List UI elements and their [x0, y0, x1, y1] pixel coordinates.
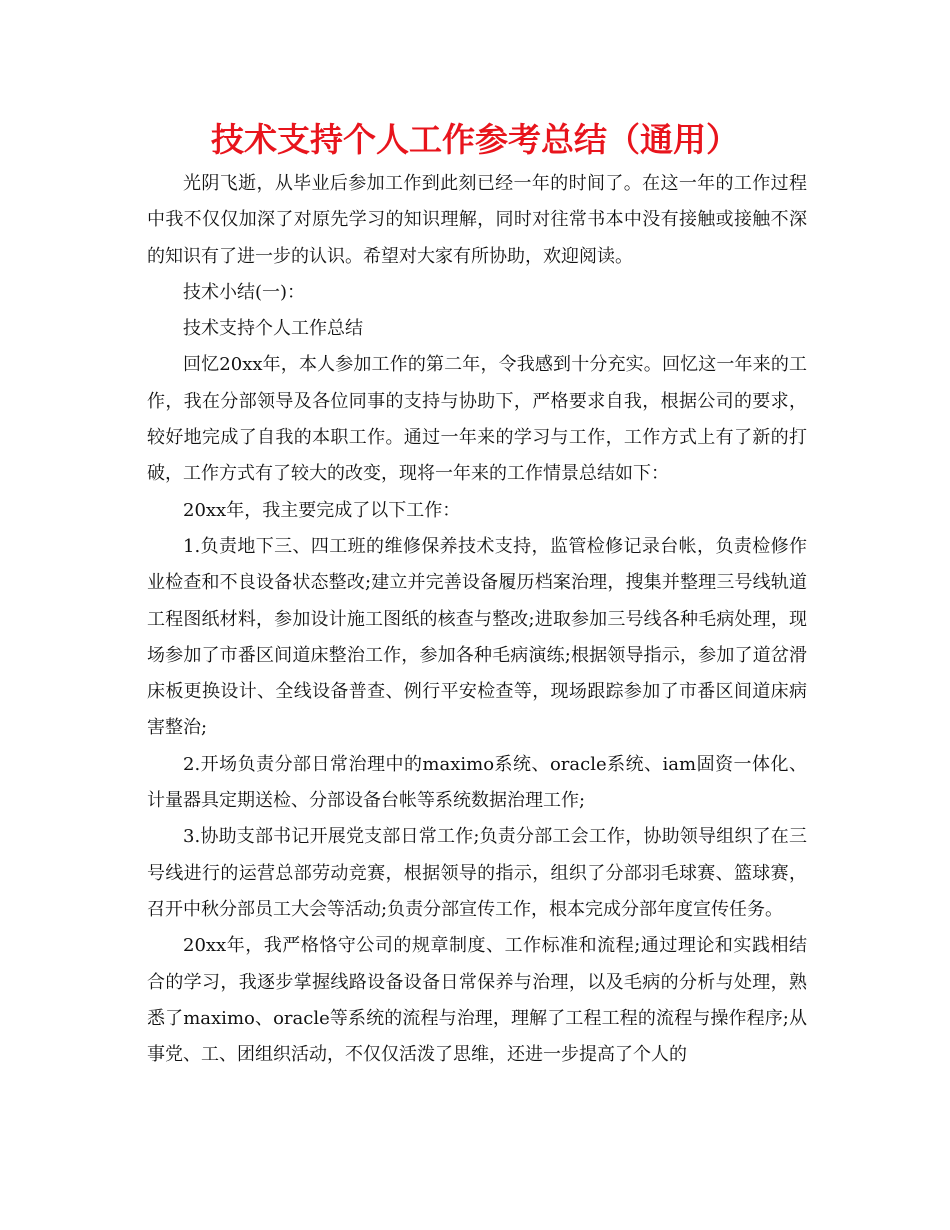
conduct-paragraph: 20xx年，我严格恪守公司的规章制度、工作标准和流程;通过理论和实践相结合的学习，我逐步掌握线路设备设备日常保养与治理，以及毛病的分析与处理，熟悉了maximo、oracle等系统的流程与治理，理解了工程工程的流程与操作程序;从事党、工、团组织活动，不仅仅活泼了思维，还进一步提高了个人的	[147, 935, 807, 1066]
work-list-intro: 20xx年，我主要完成了以下工作：	[183, 499, 461, 521]
work-item-3: 3.协助支部书记开展党支部日常工作;负责分部工会工作，协助领导组织了在三号线进行的运营总部劳动竞赛，根据领导的指示，组织了分部羽毛球赛、篮球赛，召开中秋分部员工大会等活动;负责分部宣传工作，根本完成分部年度宣传任务。	[147, 826, 807, 920]
section-subtitle: 技术支持个人工作总结	[183, 318, 363, 340]
document-body	[147, 166, 807, 1073]
section-heading-1: 技术小结(一)：	[183, 281, 306, 303]
intro-paragraph: 光阴飞逝，从毕业后参加工作到此刻已经一年的时间了。在这一年的工作过程中我不仅仅加深了对原先学习的知识理解，同时对往常书本中没有接触或接触不深的知识有了进一步的认识。希望对大家有所协助，欢迎阅读。	[147, 173, 807, 267]
review-paragraph: 回忆20xx年，本人参加工作的第二年，令我感到十分充实。回忆这一年来的工作，我在分部领导及各位同事的支持与协助下，严格要求自我，根据公司的要求，较好地完成了自我的本职工作。通过一年来的学习与工作，工作方式上有了新的打破，工作方式有了较大的改变，现将一年来的工作情景总结如下：	[147, 354, 807, 485]
work-item-2: 2.开场负责分部日常治理中的maximo系统、oracle系统、iam固资一体化、计量器具定期送检、分部设备台帐等系统数据治理工作;	[147, 753, 807, 812]
document-title: 技术支持个人工作参考总结（通用）	[211, 120, 739, 159]
work-item-1: 1.负责地下三、四工班的维修保养技术支持，监管检修记录台帐，负责检修作业检查和不良设备状态整改;建立并完善设备履历档案治理，搜集并整理三号线轨道工程图纸材料，参加设计施工图纸的核查与整改;进取参加三号线各种毛病处理，现场参加了市番区间道床整治工作，参加各种毛病演练;根据领导指示，参加了道岔滑床板更换设计、全线设备普查、例行平安检查等，现场跟踪参加了市番区间道床病害整治;	[147, 535, 807, 739]
